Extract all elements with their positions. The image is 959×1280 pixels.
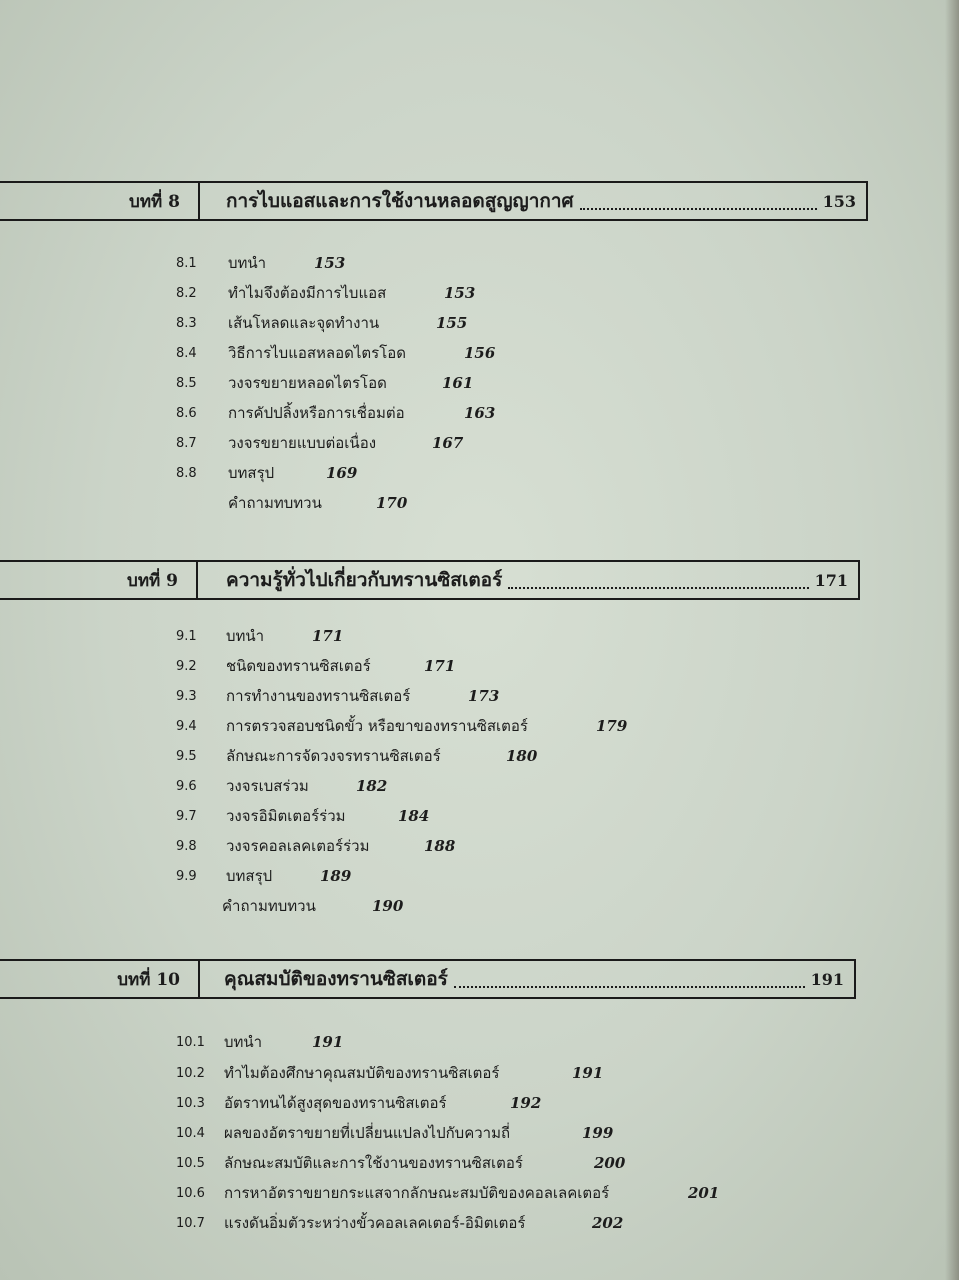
section-title: บทนำ bbox=[226, 627, 265, 645]
section-title: การหาอัตราขยายกระแสจากลักษณะสมบัติของคอลเลคเตอร์ bbox=[224, 1184, 610, 1202]
section-number: 9.4 bbox=[176, 718, 197, 734]
section-page: 173 bbox=[468, 687, 500, 705]
section-page: 171 bbox=[312, 627, 344, 645]
section-title: บทนำ bbox=[228, 254, 267, 272]
section-title: วงจรขยายแบบต่อเนื่อง bbox=[228, 434, 377, 452]
section-page: 189 bbox=[320, 867, 352, 885]
chapter-header bbox=[0, 181, 868, 221]
section-title: การคัปปลิ้งหรือการเชื่อมต่อ bbox=[228, 404, 405, 422]
chapter-page: 153 bbox=[822, 191, 856, 211]
page-edge-shadow bbox=[945, 0, 959, 1280]
section-page: 190 bbox=[372, 897, 404, 915]
chapter-label: บทที่ 10 bbox=[0, 961, 200, 997]
section-title: ลักษณะสมบัติและการใช้งานของทรานซิสเตอร์ bbox=[224, 1154, 523, 1172]
leader-dots bbox=[454, 970, 805, 988]
section-number: 10.1 bbox=[176, 1034, 205, 1050]
section-title: วงจรขยายหลอดไตรโอด bbox=[228, 374, 387, 392]
section-page: 155 bbox=[436, 314, 468, 332]
section-number: 10.7 bbox=[176, 1215, 205, 1231]
chapter-title-row bbox=[226, 562, 848, 598]
chapter-label: บทที่ 8 bbox=[0, 183, 200, 219]
section-title: ชนิดของทรานซิสเตอร์ bbox=[226, 657, 371, 675]
section-page: 188 bbox=[424, 837, 456, 855]
section-title: ผลของอัตราขยายที่เปลี่ยนแปลงไปกับความถี่ bbox=[224, 1124, 511, 1142]
section-number: 9.5 bbox=[176, 748, 197, 764]
section-title: แรงดันอิ่มตัวระหว่างขั้วคอลเลคเตอร์-อิมิตเตอร์ bbox=[224, 1214, 526, 1232]
section-title: เส้นโหลดและจุดทำงาน bbox=[228, 314, 380, 332]
section-page: 184 bbox=[398, 807, 430, 825]
section-page: 171 bbox=[424, 657, 456, 675]
chapter-page: 191 bbox=[810, 969, 844, 989]
section-number: 10.3 bbox=[176, 1095, 205, 1111]
chapter-title-row bbox=[226, 183, 856, 219]
section-page: 192 bbox=[510, 1094, 542, 1112]
section-number: 10.2 bbox=[176, 1065, 205, 1081]
section-page: 153 bbox=[444, 284, 476, 302]
leader-dots bbox=[508, 571, 808, 589]
section-title: อัตราทนได้สูงสุดของทรานซิสเตอร์ bbox=[224, 1094, 447, 1112]
section-page: 202 bbox=[592, 1214, 624, 1232]
section-number: 10.6 bbox=[176, 1185, 205, 1201]
section-title: วงจรเบสร่วม bbox=[226, 777, 309, 795]
chapter-label: บทที่ 9 bbox=[0, 562, 198, 598]
chapter-title: ความรู้ทั่วไปเกี่ยวกับทรานซิสเตอร์ bbox=[226, 569, 503, 591]
section-number: 9.7 bbox=[176, 808, 197, 824]
section-title: ลักษณะการจัดวงจรทรานซิสเตอร์ bbox=[226, 747, 441, 765]
section-title: บทสรุป bbox=[228, 464, 275, 482]
section-number: 8.3 bbox=[176, 315, 197, 331]
section-number: 8.4 bbox=[176, 345, 197, 361]
section-page: 161 bbox=[442, 374, 474, 392]
section-number: 8.1 bbox=[176, 255, 197, 271]
section-number: 8.6 bbox=[176, 405, 197, 421]
section-title: การตรวจสอบชนิดขั้ว หรือขาของทรานซิสเตอร์ bbox=[226, 717, 528, 735]
leader-dots bbox=[580, 192, 817, 210]
section-title: ทำไมต้องศึกษาคุณสมบัติของทรานซิสเตอร์ bbox=[224, 1064, 500, 1082]
section-number: 8.7 bbox=[176, 435, 197, 451]
section-number: 9.2 bbox=[176, 658, 197, 674]
section-number: 9.3 bbox=[176, 688, 197, 704]
section-page: 182 bbox=[356, 777, 388, 795]
section-page: 201 bbox=[688, 1184, 720, 1202]
section-number: 9.9 bbox=[176, 868, 197, 884]
section-title: ทำไมจึงต้องมีการไบแอส bbox=[228, 284, 387, 302]
section-title: วงจรอิมิตเตอร์ร่วม bbox=[226, 807, 346, 825]
section-page: 191 bbox=[312, 1033, 344, 1051]
section-title: วงจรคอลเลคเตอร์ร่วม bbox=[226, 837, 370, 855]
chapter-page: 171 bbox=[814, 570, 848, 590]
section-page: 180 bbox=[506, 747, 538, 765]
section-number: 8.5 bbox=[176, 375, 197, 391]
section-page: 169 bbox=[326, 464, 358, 482]
chapter-header bbox=[0, 959, 856, 999]
section-number: 10.4 bbox=[176, 1125, 205, 1141]
section-number: 9.6 bbox=[176, 778, 197, 794]
section-title: วิธีการไบแอสหลอดไตรโอด bbox=[228, 344, 407, 362]
section-page: 163 bbox=[464, 404, 496, 422]
section-title: บทสรุป bbox=[226, 867, 273, 885]
section-number: 8.8 bbox=[176, 465, 197, 481]
section-page: 156 bbox=[464, 344, 496, 362]
chapter-header bbox=[0, 560, 860, 600]
section-page: 179 bbox=[596, 717, 628, 735]
section-title: คำถามทบทวน bbox=[228, 494, 322, 512]
section-number: 8.2 bbox=[176, 285, 197, 301]
section-page: 199 bbox=[582, 1124, 614, 1142]
chapter-title: คุณสมบัติของทรานซิสเตอร์ bbox=[224, 968, 448, 990]
chapter-title: การไบแอสและการใช้งานหลอดสูญญากาศ bbox=[226, 190, 574, 212]
section-number: 10.5 bbox=[176, 1155, 205, 1171]
chapter-title-row bbox=[224, 961, 844, 997]
section-title: การทำงานของทรานซิสเตอร์ bbox=[226, 687, 411, 705]
section-page: 170 bbox=[376, 494, 408, 512]
section-title: บทนำ bbox=[224, 1033, 263, 1051]
section-number: 9.8 bbox=[176, 838, 197, 854]
section-page: 191 bbox=[572, 1064, 604, 1082]
section-page: 153 bbox=[314, 254, 346, 272]
section-page: 167 bbox=[432, 434, 464, 452]
section-title: คำถามทบทวน bbox=[222, 897, 316, 915]
section-page: 200 bbox=[594, 1154, 626, 1172]
section-number: 9.1 bbox=[176, 628, 197, 644]
